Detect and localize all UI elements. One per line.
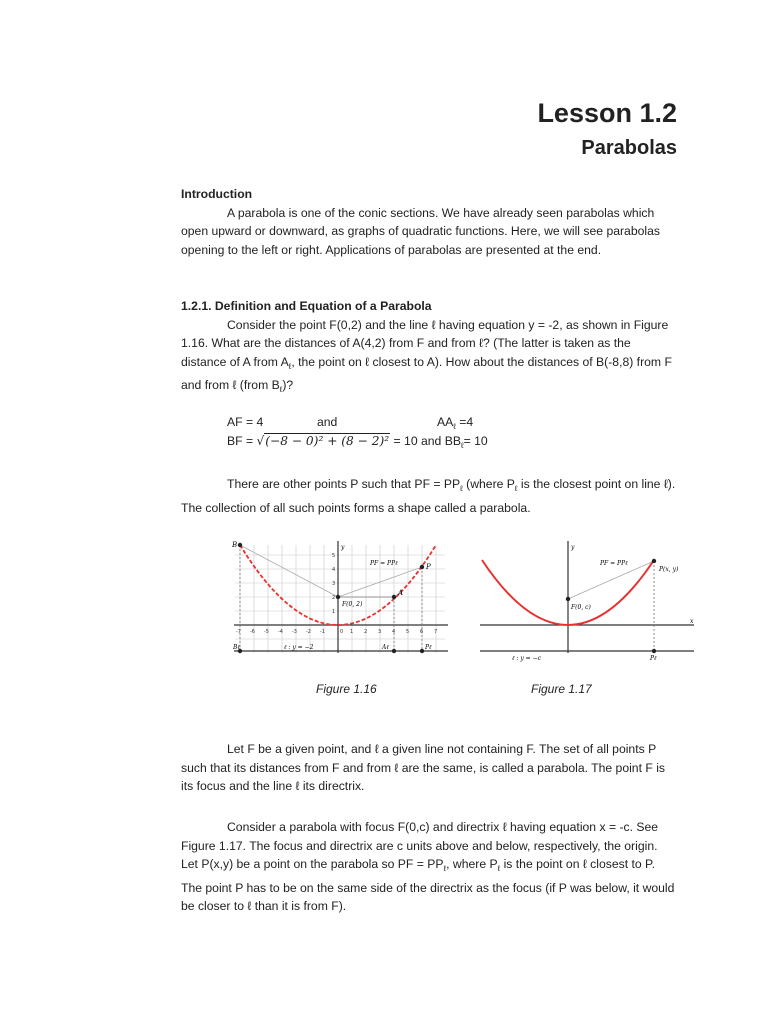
- label-b: B: [232, 541, 238, 549]
- label-a: A: [398, 589, 404, 597]
- x-tick: -3: [292, 629, 297, 635]
- eq-bf-b: = 10 and BB: [390, 434, 461, 448]
- derivation-section: [181, 818, 676, 916]
- figure-1-17-caption: Figure 1.17: [531, 682, 592, 696]
- definition-paragraph: [181, 740, 676, 796]
- label-y-axis: y: [341, 544, 345, 551]
- label-pl: Pℓ: [425, 644, 432, 651]
- y-tick: 2: [332, 595, 336, 601]
- label-pl: Pℓ: [650, 655, 657, 662]
- section-heading: 1.2.1. Definition and Equation of a Parabola: [181, 299, 432, 313]
- sqrt-sign: √: [256, 434, 265, 448]
- p1-sub-1: ℓ: [288, 361, 292, 371]
- x-tick: 2: [364, 629, 368, 635]
- x-tick: 7: [434, 629, 438, 635]
- point-pl: [652, 649, 656, 653]
- grid: [235, 545, 445, 653]
- eq-aal-sub: ℓ: [453, 422, 456, 431]
- sqrt-expression: (−8 − 0)² + (8 − 2)²: [265, 434, 390, 448]
- label-f: F(0, 2): [342, 601, 363, 608]
- point-al: [392, 649, 396, 653]
- figure-1-17-graph: [478, 535, 700, 663]
- label-eqn: PF = PPℓ: [600, 560, 628, 567]
- point-f: [336, 595, 340, 599]
- equation-and: and: [317, 415, 338, 429]
- y-tick-labels: [332, 553, 335, 615]
- point-b: [238, 543, 242, 547]
- x-tick-labels: [236, 629, 437, 635]
- x-tick: -6: [250, 629, 255, 635]
- p2-text-b: (where P: [462, 477, 515, 491]
- x-tick: 0: [340, 629, 344, 635]
- figure-1-17: [478, 535, 700, 663]
- intro-paragraph: A parabola is one of the conic sections. We have already seen parabolas which open upward or downward, as graphs of quadratic functions. Here, we will see parabolas opening to the left or right. Applications of parabolas are presented at the end.: [181, 205, 660, 257]
- point-f: [566, 597, 570, 601]
- paragraph-1: [181, 316, 676, 400]
- y-tick: 1: [332, 609, 336, 615]
- label-eqn: PF = PPℓ: [370, 560, 398, 567]
- point-p: [652, 559, 656, 563]
- p4-sub: ℓ: [443, 864, 447, 874]
- paragraph-2: [181, 475, 676, 517]
- paragraph-4: [181, 818, 676, 916]
- lesson-title: Lesson 1.2: [537, 98, 677, 128]
- eq-aal-a: AA: [437, 415, 454, 429]
- p4-sub-2: ℓ: [497, 864, 501, 874]
- x-tick: -5: [264, 629, 269, 635]
- y-tick: 5: [332, 553, 336, 559]
- p2-sub: ℓ: [460, 484, 463, 493]
- x-tick: -1: [320, 629, 325, 635]
- eq-aal-b: =4: [455, 415, 474, 429]
- label-x-axis: x: [690, 618, 694, 625]
- x-tick: -7: [236, 629, 241, 635]
- intro-heading: Introduction: [181, 187, 253, 201]
- intro-section: [181, 185, 676, 259]
- x-tick: -2: [306, 629, 311, 635]
- label-f: F(0, c): [571, 604, 591, 611]
- p4-text-b: , where P: [446, 857, 498, 872]
- point-p: [420, 565, 424, 569]
- eq-bf-a: BF =: [227, 434, 257, 448]
- label-y-axis: y: [571, 544, 575, 551]
- paragraph-3: Let F be a given point, and ℓ a given line not containing F. The set of all points P such that its distances from F and from ℓ are the same, is called a parabola. The point F is its focus and the line ℓ its directrix.: [181, 742, 665, 794]
- y-tick: 4: [332, 567, 336, 573]
- label-p: P(x, y): [659, 566, 679, 573]
- figure-1-16: [230, 535, 452, 663]
- equation-af: AF = 4: [227, 415, 264, 429]
- eq-bf-c: = 10: [463, 434, 488, 448]
- definition-section: [181, 297, 676, 400]
- bf-segment: [240, 545, 338, 597]
- x-tick: 1: [350, 629, 354, 635]
- label-al: Aℓ: [382, 644, 389, 651]
- p2-text-c: is the closest point on line ℓ). The collection of all such points forms a shape called a parabola.: [181, 477, 676, 515]
- label-directrix: ℓ : y = −2: [284, 644, 314, 651]
- p2-sub-2: ℓ: [514, 484, 518, 493]
- x-tick: 4: [392, 629, 396, 635]
- label-p: P: [426, 563, 431, 571]
- y-tick: 3: [332, 581, 336, 587]
- x-tick: 5: [406, 629, 410, 635]
- label-directrix: ℓ : y = −c: [512, 655, 541, 662]
- point-a: [392, 595, 396, 599]
- p4-text-a: Consider a parabola with focus F(0,c) and directrix ℓ having equation x = -c. See Figure 1.17. The focus and directrix are c units above and below, respectively, the origin. Let P(x,y) be a point on the parabola so PF = PP: [181, 820, 659, 872]
- figure-1-16-graph: [230, 535, 452, 663]
- p1-text-c: )?: [282, 378, 294, 393]
- p2-text-a: There are other points P such that PF = PP: [227, 477, 461, 491]
- x-tick: 3: [378, 629, 382, 635]
- lesson-subtitle: Parabolas: [581, 137, 677, 159]
- label-bl: Bℓ: [233, 644, 240, 651]
- figure-1-16-caption: Figure 1.16: [316, 682, 377, 696]
- equation-aal: [437, 415, 473, 431]
- eq-bf-sub: ℓ: [460, 441, 464, 450]
- point-pl: [420, 649, 424, 653]
- p1-sub-2: ℓ: [279, 385, 283, 395]
- p1-text-a: Consider the point F(0,2) and the line ℓ having equation y = -2, as shown in Figure 1.16. What are the distances of A(4,2) from F and from ℓ? (The latter is taken as the distance of A from A: [181, 317, 669, 369]
- p1-text-b: , the point on ℓ closest to A). How about the distances of B(-8,8) from F and from ℓ (from B: [181, 354, 672, 393]
- x-tick: 6: [420, 629, 424, 635]
- p4-text-c: is the point on ℓ closest to P. The point P has to be on the same side of the directrix as the focus (if P was below, it would be closer to ℓ than it is from F).: [181, 857, 675, 914]
- x-tick: -4: [278, 629, 283, 635]
- equation-bf: [227, 434, 488, 450]
